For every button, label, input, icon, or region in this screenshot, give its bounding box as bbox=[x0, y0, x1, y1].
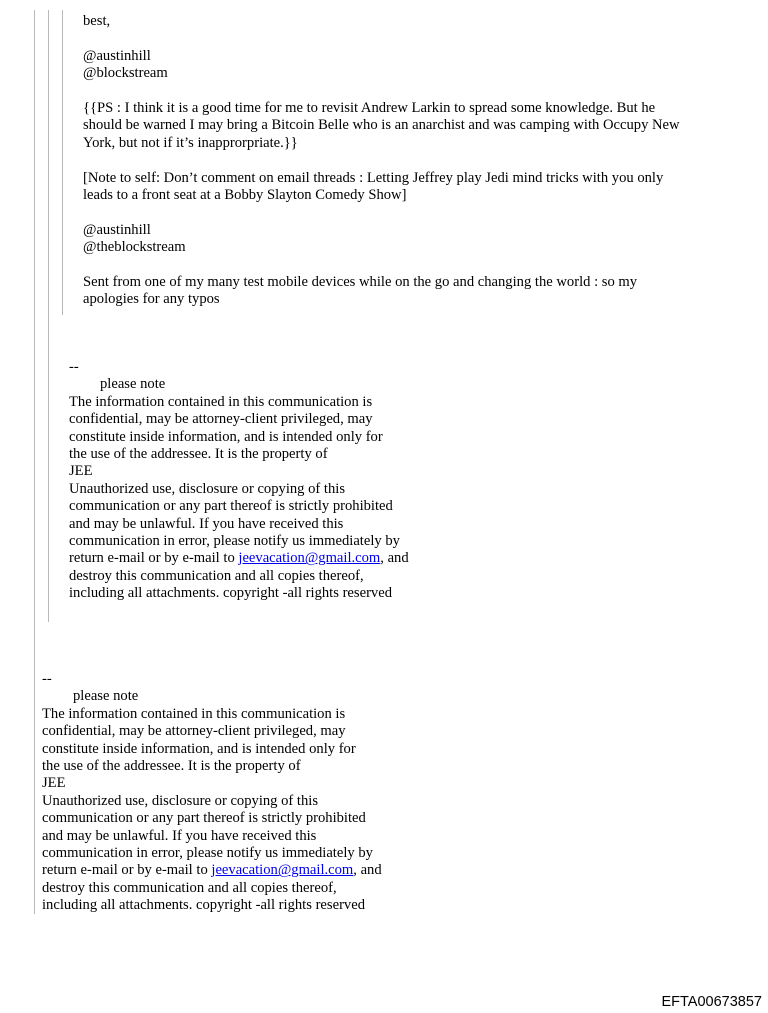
disclaimer-line: confidential, may be attorney-client privileged, may bbox=[69, 411, 373, 428]
disclaimer-return-line bbox=[69, 550, 409, 567]
signature-dashes: -- bbox=[42, 671, 52, 687]
disclaimer-line: the use of the addressee. It is the property of bbox=[69, 446, 328, 463]
disclaimer-line: Unauthorized use, disclosure or copying of this bbox=[69, 480, 346, 497]
email-link[interactable]: jeevacation@gmail.com bbox=[211, 862, 354, 879]
please-note: please note bbox=[73, 688, 139, 705]
disclaimer-line: The information contained in this communication is bbox=[69, 393, 373, 410]
disclaimer-line: constitute inside information, and is intended only for bbox=[42, 740, 356, 757]
signature-handle: @austinhill bbox=[83, 47, 151, 64]
disclaimer-return-line bbox=[42, 862, 382, 879]
disclaimer-outer bbox=[42, 671, 382, 915]
disclaimer-line: JEE bbox=[42, 775, 66, 792]
disclaimer-line: including all attachments. copyright -all rights reserved bbox=[42, 897, 365, 914]
signature-handle: @theblockstream bbox=[83, 239, 186, 256]
sent-from-line: Sent from one of my many test mobile devices while on the go and changing the world : so my bbox=[83, 274, 638, 291]
please-note: please note bbox=[100, 376, 166, 393]
return-suffix: , and bbox=[380, 550, 409, 567]
disclaimer-line: and may be unlawful. If you have received this bbox=[69, 515, 344, 532]
return-suffix: , and bbox=[353, 862, 382, 879]
disclaimer-line: The information contained in this communication is bbox=[42, 705, 346, 722]
disclaimer-line: communication in error, please notify us immediately by bbox=[42, 845, 373, 862]
quote-bar-middle bbox=[48, 10, 49, 622]
disclaimer-line: the use of the addressee. It is the property of bbox=[42, 758, 301, 775]
ps-line: should be warned I may bring a Bitcoin Belle who is an anarchist and was camping with Occupy New bbox=[83, 117, 680, 134]
disclaimer-line: JEE bbox=[69, 463, 93, 480]
email-link[interactable]: jeevacation@gmail.com bbox=[238, 550, 381, 567]
sent-from-line: apologies for any typos bbox=[83, 291, 220, 308]
disclaimer-line: including all attachments. copyright -all rights reserved bbox=[69, 585, 392, 602]
disclaimer-line: Unauthorized use, disclosure or copying of this bbox=[42, 792, 319, 809]
signature-handle: @blockstream bbox=[83, 65, 168, 82]
note-line: leads to a front seat at a Bobby Slayton Comedy Show] bbox=[83, 187, 407, 204]
signature-handle: @austinhill bbox=[83, 221, 151, 238]
disclaimer-quoted bbox=[69, 359, 409, 603]
disclaimer-line: communication or any part thereof is strictly prohibited bbox=[69, 498, 393, 515]
quote-bar-inner bbox=[62, 10, 63, 315]
disclaimer-line: and may be unlawful. If you have received this bbox=[42, 827, 317, 844]
return-prefix: return e-mail or by e-mail to bbox=[69, 550, 239, 567]
note-line: [Note to self: Don’t comment on email threads : Letting Jeffrey play Jedi mind tricks with you only bbox=[83, 169, 664, 186]
return-prefix: return e-mail or by e-mail to bbox=[42, 862, 212, 879]
ps-line: York, but not if it’s inapprorpriate.}} bbox=[83, 134, 298, 151]
ps-line: {{PS : I think it is a good time for me to revisit Andrew Larkin to spread some knowledge. But he bbox=[83, 100, 656, 116]
signature-dashes: -- bbox=[69, 359, 79, 375]
disclaimer-line: constitute inside information, and is intended only for bbox=[69, 428, 383, 445]
quote-bar-outer bbox=[34, 10, 35, 914]
disclaimer-line: destroy this communication and all copies thereof, bbox=[42, 879, 337, 896]
disclaimer-line: confidential, may be attorney-client privileged, may bbox=[42, 723, 346, 740]
disclaimer-line: communication in error, please notify us immediately by bbox=[69, 533, 400, 550]
closing: best, bbox=[83, 13, 111, 29]
document-id: EFTA00673857 bbox=[661, 994, 762, 1010]
quoted-message bbox=[83, 13, 680, 309]
disclaimer-line: destroy this communication and all copies thereof, bbox=[69, 567, 364, 584]
disclaimer-line: communication or any part thereof is strictly prohibited bbox=[42, 810, 366, 827]
